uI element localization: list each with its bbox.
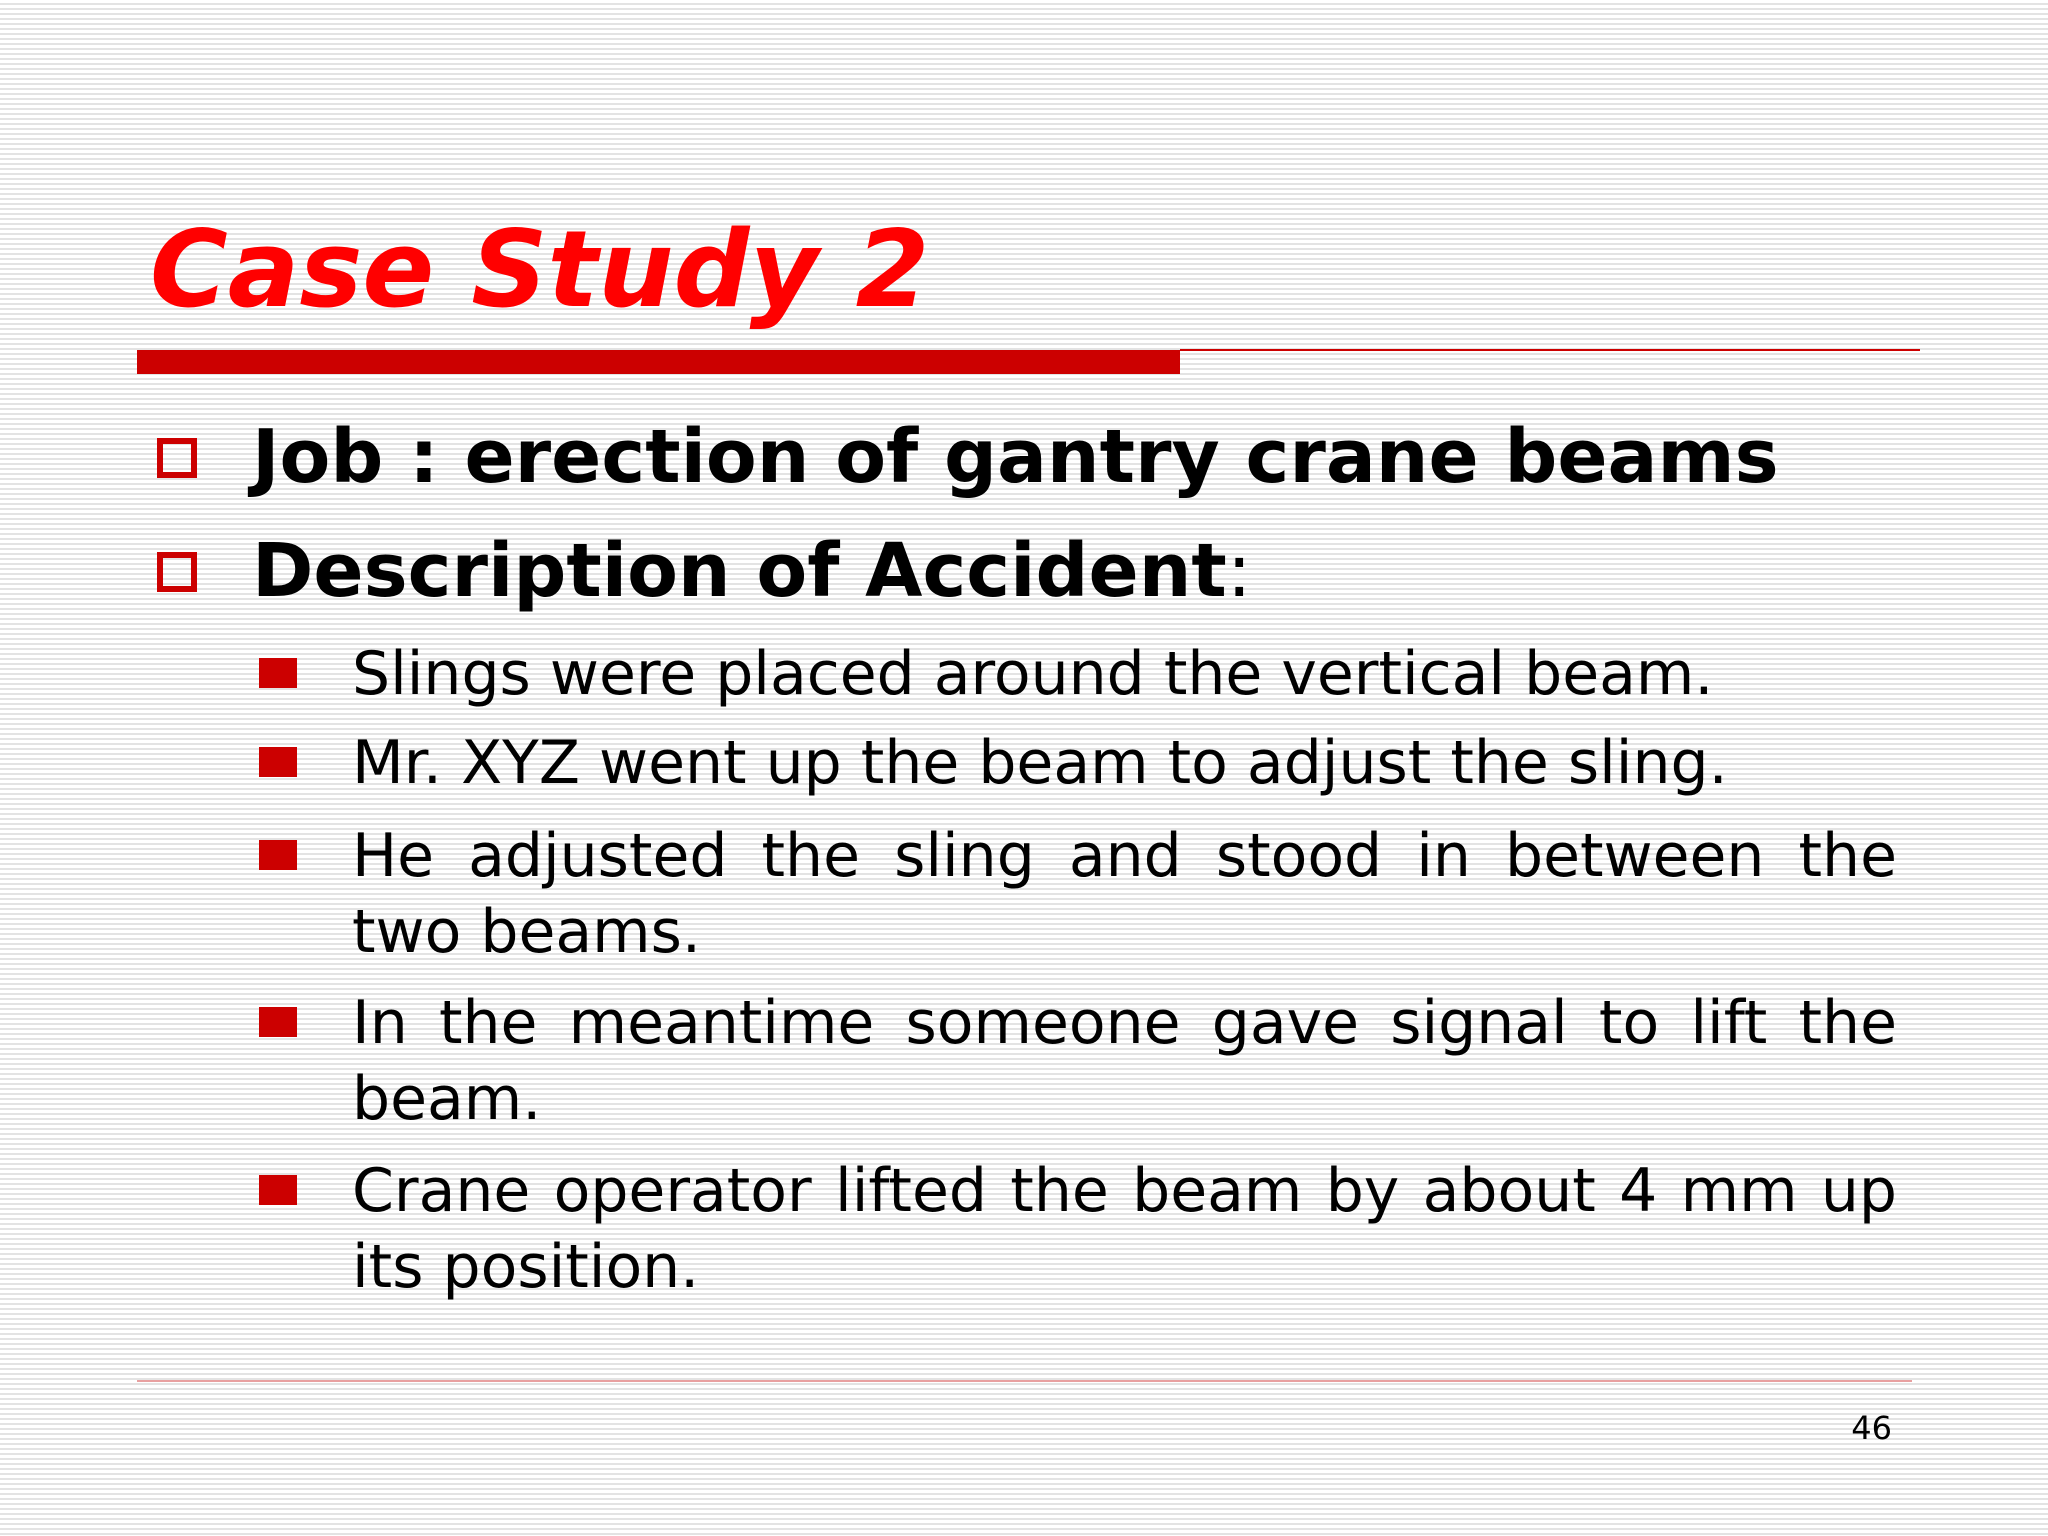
slide-title: Case Study 2 — [150, 208, 930, 331]
bullet-job — [150, 412, 1910, 502]
footer-divider — [137, 1380, 1912, 1382]
filled-square-bullet-icon — [259, 1007, 297, 1037]
filled-square-bullet-icon — [259, 747, 297, 777]
page-number: 46 — [1851, 1409, 1892, 1447]
filled-square-bullet-icon — [259, 658, 297, 688]
title-underline-thin — [1180, 349, 1920, 351]
sub-bullet-text: He adjusted the sling and stood in between the two beams. — [352, 821, 1897, 967]
hollow-square-bullet-icon — [157, 552, 197, 592]
bullet-rest-text: : — [1226, 528, 1252, 614]
sub-bullet-text: Crane operator lifted the beam by about 4 mm up its position. — [352, 1156, 1897, 1302]
hollow-square-bullet-icon — [157, 438, 197, 478]
bullet-bold-text: Job : erection of gantry crane beams — [252, 414, 1779, 500]
sub-bullet-text: Slings were placed around the vertical beam. — [352, 639, 1714, 709]
filled-square-bullet-icon — [259, 840, 297, 870]
filled-square-bullet-icon — [259, 1175, 297, 1205]
sub-bullet-text: Mr. XYZ went up the beam to adjust the sling. — [352, 728, 1728, 798]
title-underline-thick — [137, 350, 1180, 374]
bullet-text — [252, 526, 1252, 616]
bullet-text — [252, 412, 1779, 502]
bullet-description — [150, 526, 1910, 616]
bullet-bold-text: Description of Accident — [252, 528, 1227, 614]
sub-bullet-text: In the meantime someone gave signal to lift the beam. — [352, 988, 1897, 1134]
